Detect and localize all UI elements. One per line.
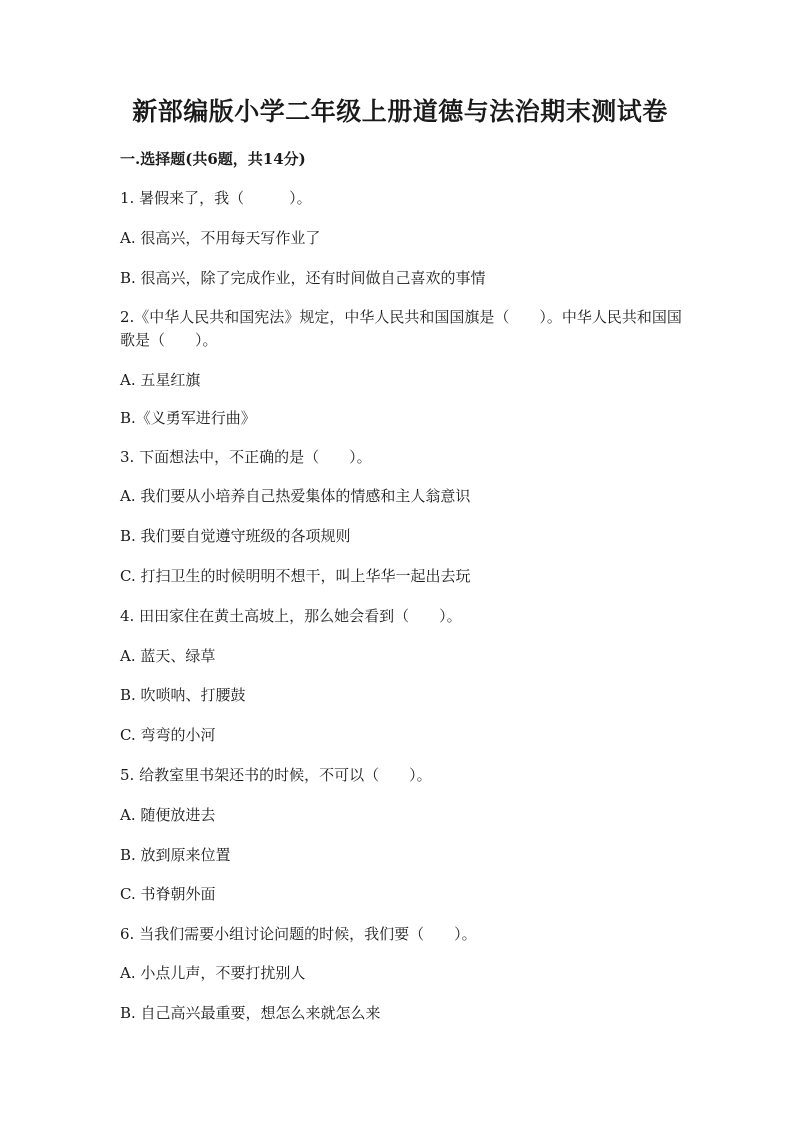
question-6-stem: 6. 当我们需要小组讨论问题的时候，我们要（ ）。	[120, 925, 477, 943]
question-4-option-a: A. 蓝天、绿草	[120, 647, 216, 665]
question-1-option-b: B. 很高兴，除了完成作业，还有时间做自己喜欢的事情	[120, 269, 486, 287]
question-1-stem: 1. 暑假来了，我（ ）。	[120, 189, 312, 207]
question-5-option-b: B. 放到原来位置	[120, 846, 231, 864]
question-3-stem: 3. 下面想法中，不正确的是（ ）。	[120, 448, 372, 466]
question-3-option-b: B. 我们要自觉遵守班级的各项规则	[120, 527, 351, 545]
question-5-option-c: C. 书脊朝外面	[120, 885, 216, 903]
question-3-option-c: C. 打扫卫生的时候明明不想干，叫上华华一起出去玩	[120, 567, 471, 585]
question-6-option-a: A. 小点儿声，不要打扰别人	[120, 964, 306, 982]
question-6-option-b: B. 自己高兴最重要，想怎么来就怎么来	[120, 1004, 381, 1022]
page-title: 新部编版小学二年级上册道德与法治期末测试卷	[132, 97, 668, 126]
question-3-option-a: A. 我们要从小培养自己热爱集体的情感和主人翁意识	[120, 487, 471, 505]
question-4-option-c: C. 弯弯的小河	[120, 726, 216, 744]
question-5-option-a: A. 随便放进去	[120, 806, 216, 824]
question-5-stem: 5. 给教室里书架还书的时候，不可以（ ）。	[120, 766, 432, 784]
question-4-stem: 4. 田田家住在黄土高坡上，那么她会看到（ ）。	[120, 607, 462, 625]
question-2-stem: 2.《中华人民共和国宪法》规定，中华人民共和国国旗是（ ）。中华人民共和国国歌是（ ）。	[120, 308, 682, 349]
question-2-option-a: A. 五星红旗	[120, 371, 201, 389]
question-1-option-a: A. 很高兴，不用每天写作业了	[120, 229, 321, 247]
question-2-option-b: B.《义勇军进行曲》	[120, 409, 256, 427]
question-4-option-b: B. 吹唢呐、打腰鼓	[120, 686, 246, 704]
section-heading: 一.选择题(共6题，共14分)	[120, 150, 306, 168]
